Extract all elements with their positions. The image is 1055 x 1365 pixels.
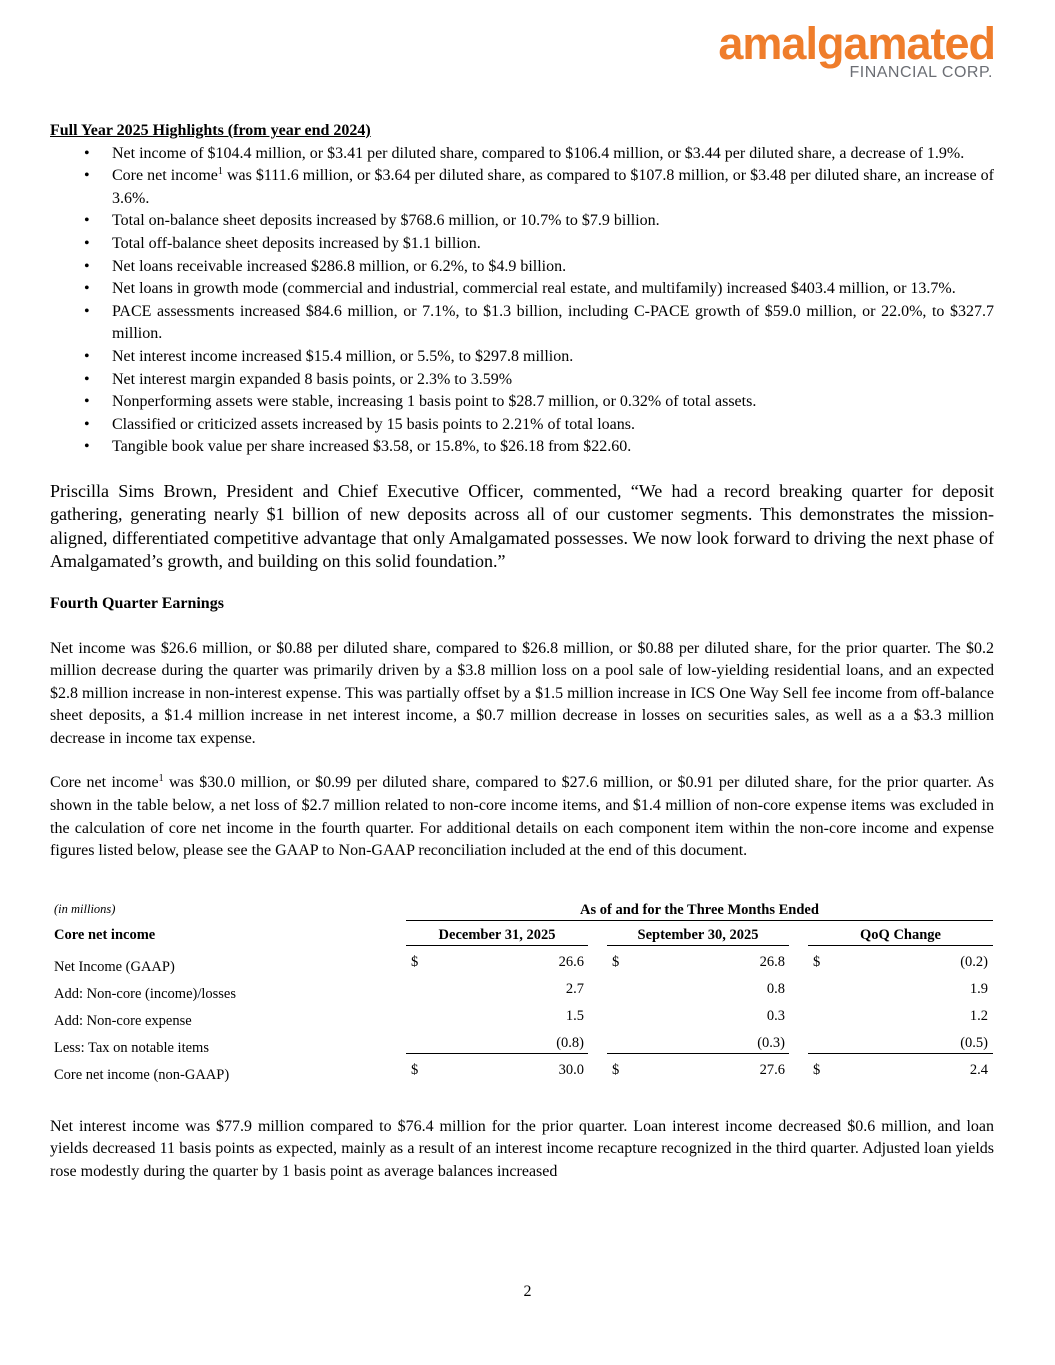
table-units: (in millions) [54, 901, 116, 916]
subtotal-rule [406, 1053, 588, 1054]
table-row: Net Income (GAAP) $ 26.6 $ 26.8 $ (0.2) [54, 953, 988, 975]
q4-paragraph-core-net-income: Core net income$^1$ was $30.0 million, or $0.99 per diluted share, compared to $27.6 million, or $0.91 per diluted share, for the prior quarter. As shown in the table below, a net loss of $2.7 million related to non-core income items, and $1.4 million of non-core expense items was excluded in the calculation of core net income in the fourth quarter. For additional details on each component item within the non-core income and expense figures listed below, please see the GAAP to Non-GAAP reconciliation included at the end of this document. [50, 773, 995, 860]
table-row: Add: Non-core expense 1.5 0.3 1.2 [54, 1007, 988, 1029]
column-header-dec: December 31, 2025 [438, 926, 556, 943]
table-row: Less: Tax on notable items (0.8) (0.3) (0.5) [54, 1034, 988, 1056]
q4-heading: Fourth Quarter Earnings [50, 594, 224, 612]
list-item: • Net loans in growth mode (commercial and industrial, commercial real estate, and multifamily) increased $403.4 million, or 13.7%. [84, 280, 956, 298]
ceo-quote: Priscilla Sims Brown, President and Chief Executive Officer, commented, “We had a record breaking quarter for deposit gathering, generating nearly $1 billion of new deposits across all of our customer segments. This demonstrates the mission-aligned, differentiated competitive advantage that only Amalgamated possesses. We now look forward to driving the next phase of Amalgamated’s growth, and building on this solid foundation.” [50, 480, 994, 572]
subtotal-rule [607, 1053, 789, 1054]
table-row: Add: Non-core (income)/losses 2.7 0.8 1.9 [54, 980, 988, 1002]
table-span-header: As of and for the Three Months Ended [580, 901, 819, 918]
logo-wordmark: amalgamated [718, 18, 995, 69]
column-header-sep: September 30, 2025 [637, 926, 759, 943]
column-rule [808, 945, 993, 946]
subtotal-rule [808, 1053, 993, 1054]
core-net-income-table [50, 898, 994, 1094]
column-rule [607, 945, 789, 946]
list-item: • Tangible book value per share increased $3.58, or 15.8%, to $26.18 from $22.60. [84, 438, 632, 456]
closing-paragraph: Net interest income was $77.9 million compared to $76.4 million for the prior quarter. Loan interest income decreased $0.6 million, and loan yields decreased 11 basis points as expected, mainly as a result of an interest income recapture recognized in the third quarter. Adjusted loan yields rose modestly during the quarter by 1 basis point as average balances increased [50, 1117, 994, 1181]
list-item: • Net loans receivable increased $286.8 million, or 6.2%, to $4.9 billion. [84, 257, 567, 275]
list-item: • Total on-balance sheet deposits increased by $768.6 million, or 10.7% to $7.9 billion. [84, 212, 660, 230]
company-logo [718, 18, 995, 82]
list-item: • PACE assessments increased $84.6 million, or 7.1%, to $1.3 billion, including C-PACE growth of $59.0 million, or 22.0%, to $327.7 million. [84, 302, 994, 343]
list-item: • Core net income$^1$ was $111.6 million, or $3.64 per diluted share, as compared to $107.8 million, or $3.48 per diluted share, an increase of 3.6%. [84, 166, 994, 207]
list-item: • Net interest margin expanded 8 basis points, or 2.3% to 3.59% [84, 370, 513, 388]
highlights-list [50, 143, 994, 459]
list-item: • Nonperforming assets were stable, increasing 1 basis point to $28.7 million, or 0.32% of total assets. [84, 393, 757, 411]
column-rule [406, 945, 588, 946]
list-item: • Net income of $104.4 million, or $3.41 per diluted share, compared to $106.4 million, or $3.44 per diluted share, a decrease of 1.9%. [84, 144, 965, 162]
list-item: • Net interest income increased $15.4 million, or 5.5%, to $297.8 million. [84, 347, 574, 365]
table-row-header: Core net income [54, 926, 156, 943]
column-header-qoq: QoQ Change [860, 926, 941, 943]
page-content [50, 120, 994, 1184]
q4-paragraph-net-income: Net income was $26.6 million, or $0.88 per diluted share, compared to $26.8 million, or $0.88 per diluted share, for the prior quarter. The $0.2 million decrease during the quarter was primarily driven by a $3.8 million loss on a pool sale of low-yielding residential loans, and an expected $2.8 million increase in non-interest expense. This was partially offset by a $1.5 million increase in ICS One Way Sell fee income from off-balance sheet deposits, a $1.4 million increase in net interest income, a $0.7 million decrease in losses on securities sales, as well as a a $3.3 million decrease in income tax expense. [50, 639, 994, 747]
table-row: Core net income (non-GAAP) $ 30.0 $ 27.6 $ 2.4 [54, 1061, 988, 1083]
page-number: 2 [523, 1283, 532, 1300]
logo-subtitle: FINANCIAL CORP. [849, 64, 993, 81]
header-rule [406, 920, 993, 921]
highlights-title: Full Year 2025 Highlights (from year end 2024) [50, 122, 371, 139]
list-item: • Total off-balance sheet deposits increased by $1.1 billion. [84, 234, 481, 252]
list-item: • Classified or criticized assets increased by 15 basis points to 2.21% of total loans. [84, 415, 635, 433]
